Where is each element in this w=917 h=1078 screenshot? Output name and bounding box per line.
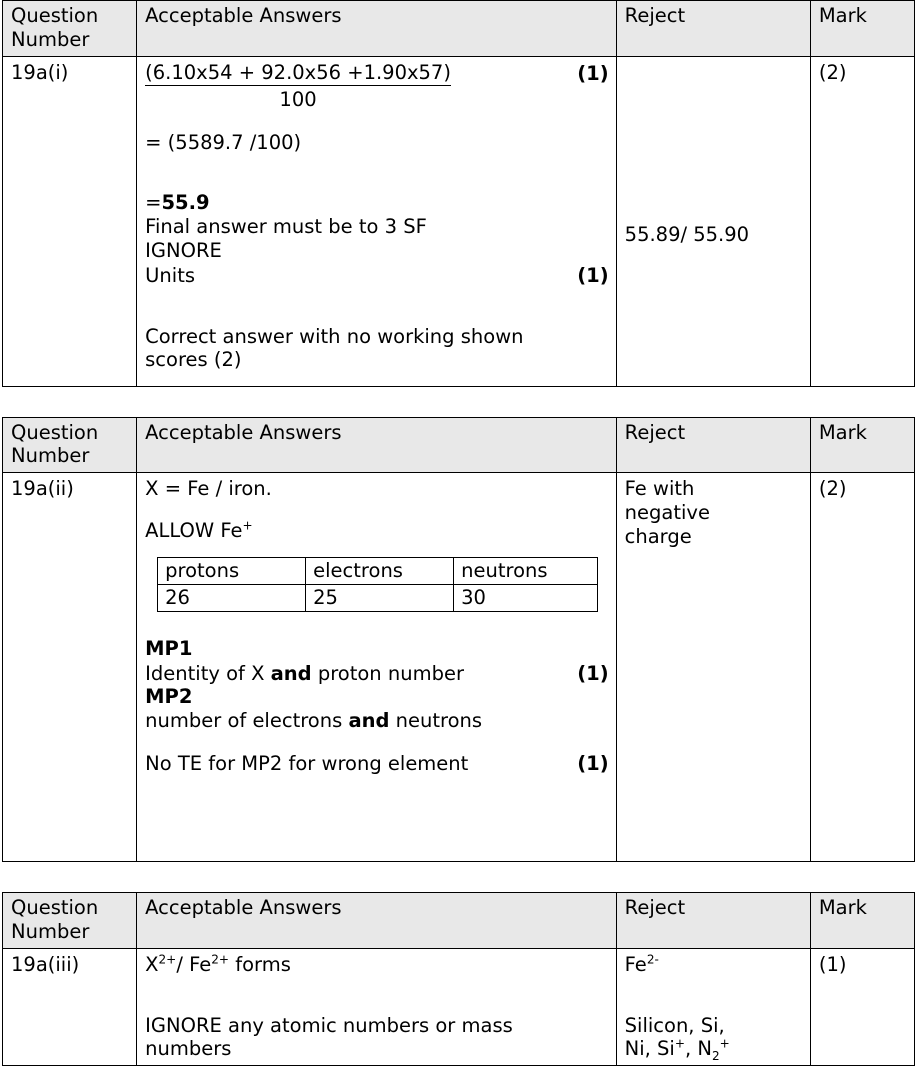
acceptable-answers-cell: [137, 56, 617, 386]
mp2-label: [145, 685, 609, 709]
spacer: [145, 976, 609, 995]
mp1-text: [145, 662, 464, 686]
answer-forms-text: forms: [229, 952, 291, 976]
answer-result-line: [145, 191, 609, 215]
allow-charge-superscript: +: [242, 518, 253, 533]
mp1-mark: (1): [577, 661, 609, 685]
mark-scheme-table-19a-i: [2, 0, 915, 387]
table-header-row: [3, 417, 915, 473]
spacer: [145, 154, 609, 173]
column-header-question-number: [3, 893, 137, 949]
table-row: [3, 473, 915, 862]
reject-ions-part-b: , N: [684, 1037, 712, 1061]
reject-silicon-line: Silicon, Si,: [624, 1013, 725, 1037]
mp1-text-part-a: Identity of X: [145, 661, 271, 685]
mp1-row: [145, 661, 609, 686]
question-number-cell: 19a(ii): [3, 473, 137, 862]
acceptable-answers-cell: [137, 473, 617, 862]
fraction-denominator: 100: [279, 88, 317, 112]
answer-note-ignore: IGNORE: [145, 239, 222, 263]
particle-header-electrons: electrons: [306, 558, 454, 585]
spacer: [145, 173, 609, 192]
mark-cell: (2): [810, 473, 914, 862]
mp2-text-part-b: neutrons: [389, 709, 483, 733]
column-header-question-number: [3, 1, 137, 57]
fraction-mark: (1): [577, 61, 609, 85]
spacer: [145, 618, 609, 637]
reject-cell: [616, 948, 810, 1065]
particle-value-neutrons: 30: [454, 585, 598, 612]
reject-n2-subscript: 2: [711, 1049, 720, 1064]
no-te-text: No TE for MP2 for wrong element: [145, 752, 469, 776]
reject-ions-part-a: Ni, Si: [624, 1037, 675, 1061]
particle-value-row: [158, 585, 598, 612]
reject-text: 55.89/ 55.90: [624, 222, 750, 246]
question-number-line-2: Number: [11, 919, 90, 943]
column-header-reject: Reject: [616, 893, 810, 949]
particle-value-electrons: 25: [306, 585, 454, 612]
column-header-question-number: [3, 417, 137, 473]
column-header-acceptable-answers: Acceptable Answers: [137, 417, 617, 473]
answer-ignore-line-2: numbers: [145, 1037, 232, 1061]
reject-si-charge: +: [674, 1036, 685, 1051]
reject-line-1: Fe with: [624, 477, 695, 501]
column-header-mark: Mark: [810, 893, 914, 949]
answer-note-3sf: Final answer must be to 3 SF: [145, 215, 427, 239]
fraction: [145, 61, 451, 113]
reject-line-2: negative: [624, 500, 710, 524]
mp1-label: [145, 637, 609, 661]
question-number-cell: 19a(i): [3, 56, 137, 386]
answer-note-units-row: [145, 263, 609, 288]
spacer: [145, 733, 609, 752]
answer-fe-separator: / Fe: [176, 952, 212, 976]
mark-scheme-table-19a-iii: [2, 892, 915, 1066]
question-number-line-2: Number: [11, 27, 90, 51]
reject-ions-line: [624, 1036, 803, 1064]
answer-x-symbol: X: [145, 952, 159, 976]
answer-x-charge: 2+: [158, 952, 177, 967]
table-header-row: [3, 1, 915, 57]
answer-ignore-line-1: IGNORE any atomic numbers or mass: [145, 1013, 513, 1037]
column-header-acceptable-answers: Acceptable Answers: [137, 1, 617, 57]
particle-header-protons: protons: [158, 558, 306, 585]
reject-cell: [616, 56, 810, 386]
question-number-line-2: Number: [11, 444, 90, 468]
reject-cell: [616, 473, 810, 862]
result-prefix: =: [145, 191, 162, 215]
mp1-label-text: MP1: [145, 636, 193, 660]
table-row: [3, 948, 915, 1065]
table-row: [3, 56, 915, 386]
spacer: [145, 306, 609, 325]
result-value: 55.9: [161, 191, 210, 215]
spacer: [145, 501, 609, 520]
question-number-line-1: Question: [11, 4, 99, 27]
spacer: [625, 995, 803, 1014]
answer-note-no-working-1: Correct answer with no working shown: [145, 324, 524, 348]
particle-header-row: [158, 558, 598, 585]
mark-scheme-table-19a-ii: [2, 417, 915, 863]
no-te-mark: (1): [577, 752, 609, 776]
question-number-line-1: Question: [11, 896, 99, 920]
reject-n2-charge: +: [719, 1036, 730, 1051]
particle-header-neutrons: neutrons: [454, 558, 598, 585]
answer-note-units-mark: (1): [577, 263, 609, 287]
column-header-acceptable-answers: Acceptable Answers: [137, 893, 617, 949]
column-header-reject: Reject: [616, 417, 810, 473]
column-header-mark: Mark: [810, 417, 914, 473]
answer-note-no-working-2: scores (2): [145, 348, 242, 372]
answer-line-equals: = (5589.7 /100): [145, 130, 302, 154]
answer-fe-charge: 2+: [211, 952, 230, 967]
mark-cell: (1): [810, 948, 914, 1065]
table-header-row: [3, 893, 915, 949]
fraction-numerator: (6.10x54 + 92.0x56 +1.90x57): [145, 61, 451, 87]
question-number-line-1: Question: [11, 420, 99, 444]
mp2-text-bold: and: [348, 709, 390, 733]
mp1-text-bold: and: [270, 661, 312, 685]
answer-identity-line: X = Fe / iron.: [145, 477, 272, 501]
table-spacer: [0, 862, 917, 892]
column-header-mark: Mark: [810, 1, 914, 57]
mp1-text-part-b: proton number: [311, 661, 464, 685]
mp2-text-part-a: number of electrons: [145, 709, 349, 733]
reject-fe-charge: 2-: [646, 952, 659, 967]
answer-note-units: Units: [145, 263, 195, 287]
mp2-text: [145, 709, 609, 733]
mark-cell: (2): [810, 56, 914, 386]
reject-fe-symbol: Fe: [624, 952, 647, 976]
spacer: [145, 995, 609, 1014]
no-te-row: [145, 751, 609, 776]
mp2-label-text: MP2: [145, 685, 193, 709]
answer-allow-line: [145, 519, 609, 543]
reject-line-3: charge: [624, 524, 692, 548]
question-number-cell: 19a(iii): [3, 948, 137, 1065]
table-spacer: [0, 387, 917, 417]
particle-count-table: [157, 557, 598, 612]
spacer: [145, 112, 609, 131]
spacer: [625, 976, 803, 995]
particle-value-protons: 26: [158, 585, 306, 612]
answer-forms-line: [145, 953, 609, 977]
acceptable-answers-cell: [137, 948, 617, 1065]
allow-text: ALLOW Fe: [145, 519, 243, 543]
fraction-block: [145, 61, 609, 113]
spacer: [145, 288, 609, 307]
reject-fe-line: [625, 953, 803, 977]
column-header-reject: Reject: [616, 1, 810, 57]
